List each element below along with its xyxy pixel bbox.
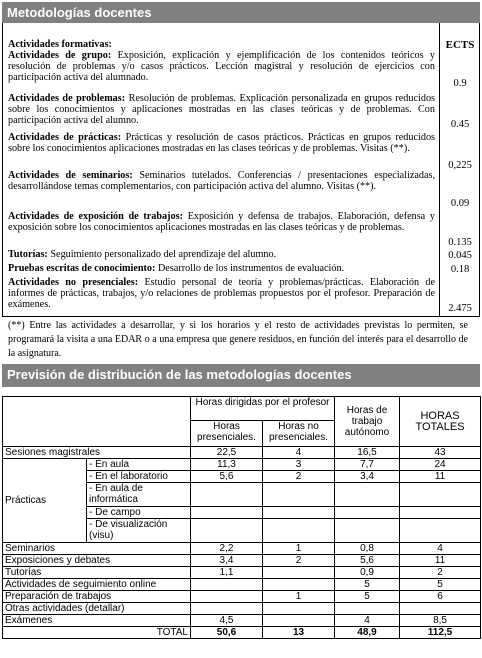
ects-tutorias: 0.045 [448, 250, 472, 261]
distribution-table [2, 396, 481, 639]
cell-no-presenciales [263, 519, 335, 543]
ects-practicas: 0,225 [448, 160, 472, 171]
row-label: Otras actividades (detallar) [3, 603, 191, 615]
row-label: Preparación de trabajos [3, 591, 191, 603]
cell-total [400, 603, 481, 615]
total-no-presenciales: 13 [263, 627, 335, 639]
total-horas: 112,5 [400, 627, 481, 639]
total-presenciales: 50,6 [191, 627, 263, 639]
row-label: Exámenes [3, 615, 191, 627]
practicas-label: Prácticas [3, 459, 87, 543]
cell-no-presenciales: 4 [263, 447, 335, 459]
cell-total: 2 [400, 567, 481, 579]
header-dirigidas: Horas dirigidas por el profesor [191, 397, 335, 421]
cell-autonomo: 0,8 [335, 543, 400, 555]
cell-total: 24 [400, 459, 481, 471]
activity-exposicion: Actividades de exposición de trabajos: Exposición y defensa de trabajos. Elaboración, defensa y exposición sobre los conocimientos aplicaciones mostradas en las clases teóricas y de problemas. [8, 211, 435, 233]
cell-presenciales: 2,2 [191, 543, 263, 555]
table-row [3, 603, 481, 615]
cell-presenciales [191, 603, 263, 615]
row-label: Tutorías [3, 567, 191, 579]
cell-presenciales: 1,1 [191, 567, 263, 579]
cell-autonomo: 5 [335, 591, 400, 603]
cell-total: 4 [400, 543, 481, 555]
section-header-prevision: Previsión de distribución de las metodologías docentes [2, 364, 480, 387]
cell-autonomo: 16,5 [335, 447, 400, 459]
activity-grupo: Actividades de grupo: Exposición, explicación y ejemplificación de los contenidos teóricos y resolución de problemas y/o casos prácticos. Lección magistral y resolución de ejercicios con participación activa del alumnado. [8, 50, 436, 83]
cell-presenciales [191, 519, 263, 543]
section-header-metodologias: Metodologías docentes [2, 2, 480, 23]
row-label: Seminarios [3, 543, 191, 555]
cell-autonomo: 0,9 [335, 567, 400, 579]
ects-no-presenciales: 2.475 [448, 303, 472, 314]
table-corner [3, 397, 191, 447]
table-row [3, 459, 481, 471]
ects-exposicion: 0.135 [448, 237, 472, 248]
cell-autonomo [335, 483, 400, 507]
cell-presenciales: 5,6 [191, 471, 263, 483]
cell-total [400, 507, 481, 519]
ects-grupo: 0.9 [453, 78, 467, 89]
table-row [3, 543, 481, 555]
cell-presenciales [191, 591, 263, 603]
table-row [3, 447, 481, 459]
cell-autonomo: 7,7 [335, 459, 400, 471]
cell-no-presenciales [263, 507, 335, 519]
activity-no-presenciales: Actividades no presenciales: Estudio personal de teoría y problemas/prácticas. Elaboración de informes de prácticas, trabajos, y/o relaciones de problemas propuestos por el profesor. Preparación de exámenes. [8, 277, 436, 310]
cell-autonomo: 3,4 [335, 471, 400, 483]
row-label: - De visualización (visu) [87, 519, 191, 543]
ects-problemas: 0.45 [450, 119, 470, 130]
cell-presenciales: 11,3 [191, 459, 263, 471]
row-label: Exposiciones y debates [3, 555, 191, 567]
cell-total: 11 [400, 555, 481, 567]
table-row [3, 555, 481, 567]
ects-pruebas: 0.18 [450, 264, 470, 275]
cell-total: 5 [400, 579, 481, 591]
cell-total: 8,5 [400, 615, 481, 627]
cell-no-presenciales [263, 483, 335, 507]
cell-no-presenciales [263, 567, 335, 579]
ects-header: ECTS [445, 39, 475, 51]
row-label: - En aula de informática [87, 483, 191, 507]
header-totales: HORAS TOTALES [400, 397, 481, 447]
activity-problemas: Actividades de problemas: Resolución de problemas. Explicación personalizada en grupos reducidos sobre los conocimientos y aplicaciones mostradas en las clases teóricas y de problemas. Con participación activa del alumno. [8, 93, 435, 126]
cell-total: 43 [400, 447, 481, 459]
header-autonomo: Horas de trabajo autónomo [335, 397, 400, 447]
activity-seminarios: Actividades de seminarios: Seminarios tutelados. Conferencias / presentaciones especializadas, desarrollándose temas complementarios, con participación activa del alumno. Visitas (**). [8, 170, 436, 192]
row-label: - En el laboratorio [87, 471, 191, 483]
cell-autonomo: 5,6 [335, 555, 400, 567]
cell-no-presenciales: 3 [263, 459, 335, 471]
cell-no-presenciales: 2 [263, 555, 335, 567]
cell-presenciales [191, 483, 263, 507]
header-presenciales: Horas presenciales. [191, 421, 263, 447]
table-row [3, 567, 481, 579]
cell-presenciales: 4,5 [191, 615, 263, 627]
cell-autonomo: 5 [335, 579, 400, 591]
total-label: TOTAL [3, 627, 191, 639]
visits-note: (**) Entre las actividades a desarrollar, y si los horarios y el resto de actividades previstas lo permiten, se programará la visita a una EDAR o a una empresa que genere residuos, en función del interés para el desarrollo de la asignatura. [8, 320, 468, 359]
table-row [3, 615, 481, 627]
cell-presenciales [191, 579, 263, 591]
cell-total [400, 483, 481, 507]
cell-presenciales: 22,5 [191, 447, 263, 459]
row-label: - En aula [87, 459, 191, 471]
cell-no-presenciales: 1 [263, 591, 335, 603]
cell-autonomo [335, 519, 400, 543]
activity-tutorias: Tutorías: Seguimiento personalizado del aprendizaje del alumno. [8, 249, 277, 260]
cell-presenciales [191, 507, 263, 519]
ects-seminarios: 0.09 [450, 198, 470, 209]
cell-no-presenciales: 2 [263, 471, 335, 483]
row-label: Sesiones magistrales [3, 447, 191, 459]
activity-practicas: Actividades de prácticas: Prácticas y resolución de casos prácticos. Prácticas en grupos reducidos sobre los conocimientos aplicaciones mostradas en las clases teóricas y de problemas. Visitas (**). [8, 132, 436, 154]
cell-no-presenciales: 1 [263, 543, 335, 555]
activity-pruebas: Pruebas escritas de conocimiento: Desarrollo de los instrumentos de evaluación. [8, 263, 345, 274]
cell-no-presenciales [263, 579, 335, 591]
cell-autonomo [335, 507, 400, 519]
activities-box [2, 23, 480, 317]
header-no-presenciales: Horas no presenciales. [263, 421, 335, 447]
cell-no-presenciales [263, 615, 335, 627]
row-label: - De campo [87, 507, 191, 519]
cell-total: 6 [400, 591, 481, 603]
total-autonomo: 48,9 [335, 627, 400, 639]
formative-heading: Actividades formativas: [8, 39, 112, 50]
cell-presenciales: 3,4 [191, 555, 263, 567]
cell-total [400, 519, 481, 543]
total-row [3, 627, 481, 639]
cell-autonomo: 4 [335, 615, 400, 627]
table-row [3, 579, 481, 591]
row-label: Actividades de seguimiento online [3, 579, 191, 591]
cell-autonomo [335, 603, 400, 615]
cell-total: 11 [400, 471, 481, 483]
cell-no-presenciales [263, 603, 335, 615]
table-row [3, 591, 481, 603]
